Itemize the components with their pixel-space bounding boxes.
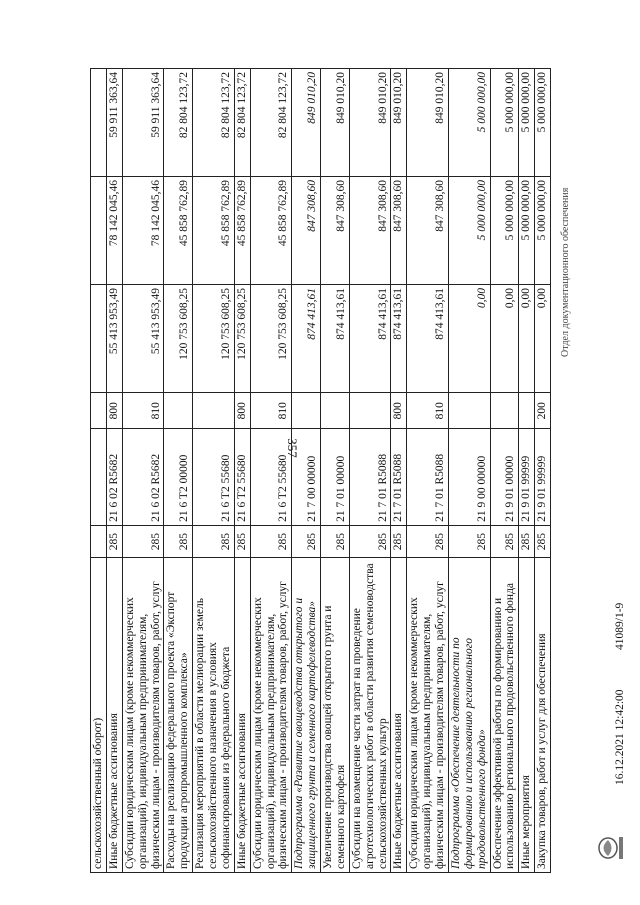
row-amount-1-cell: 55 413 953,49	[122, 285, 164, 393]
row-target-article-cell: 21 6 02 R5682	[106, 429, 122, 525]
row-amount-2-cell: 847 308,60	[292, 177, 321, 285]
row-amount-1-cell: 0,00	[448, 285, 490, 393]
row-name-cell: Субсидии юридическим лицам (кроме некоммерческих организаций), индивидуальным предпринимателям, физическим лицам - производителям товаров, работ, услуг	[407, 558, 449, 873]
row-amount-3-cell: 82 804 123,72	[193, 69, 235, 177]
row-name-cell: Иные мероприятия	[519, 558, 535, 873]
row-target-article-cell: 21 6 T2 00000	[164, 429, 193, 525]
row-amount-2-cell: 847 308,60	[407, 177, 449, 285]
row-amount-1-cell: 874 413,61	[407, 285, 449, 393]
row-target-article-cell: 21 6 T2 55680	[234, 429, 250, 525]
row-target-article-cell: 21 9 01 00000	[490, 429, 519, 525]
row-name-cell: Подпрограмма «Обеспечение деятельности по формированию и использованию регионального продовольственного фонда»	[448, 558, 490, 873]
row-code-cell: 285	[448, 525, 490, 558]
row-amount-3-cell: 849 010,20	[391, 69, 407, 177]
row-code-cell: 285	[490, 525, 519, 558]
row-target-article-cell: 21 7 01 R5088	[391, 429, 407, 525]
row-amount-1-cell: 120 753 608,25	[234, 285, 250, 393]
row-code-cell: 285	[106, 525, 122, 558]
row-amount-1-cell: 874 413,61	[321, 285, 350, 393]
row-amount-1-cell: 120 753 608,25	[193, 285, 235, 393]
row-code-cell: 285	[321, 525, 350, 558]
row-amount-2-cell: 78 142 045,46	[106, 177, 122, 285]
row-expense-type-cell: 800	[106, 392, 122, 428]
row-amount-2-cell: 5 000 000,00	[535, 177, 551, 285]
footer-date: 16.12.2021 12:42:00	[614, 689, 626, 785]
row-amount-1-cell: 0,00	[490, 285, 519, 393]
row-amount-3-cell: 849 010,20	[292, 69, 321, 177]
row-target-article-cell: 21 9 01 99999	[519, 429, 535, 525]
row-amount-3-cell: 82 804 123,72	[250, 69, 292, 177]
row-amount-1-cell: 55 413 953,49	[106, 285, 122, 393]
row-name-cell: Иные бюджетные ассигнования	[234, 558, 250, 873]
row-amount-3-cell: 59 911 363,64	[122, 69, 164, 177]
row-code-cell: 285	[234, 525, 250, 558]
row-amount-1-cell: 120 753 608,25	[164, 285, 193, 393]
row-amount-3-cell: 59 911 363,64	[106, 69, 122, 177]
row-amount-1-cell: 874 413,61	[349, 285, 391, 393]
row-name-cell: сельскохозяйственный оборот)	[91, 558, 107, 873]
row-code-cell: 285	[250, 525, 292, 558]
row-code-cell: 285	[193, 525, 235, 558]
row-code-cell: 285	[535, 525, 551, 558]
row-target-article-cell: 21 7 00 00000	[292, 429, 321, 525]
row-name-cell: Иные бюджетные ассигнования	[391, 558, 407, 873]
row-name-cell: Субсидии на возмещение части затрат на проведение агротехнологических работ в области развития семеноводства сельскохозяйственных культур	[349, 558, 391, 873]
row-name-cell: Увеличение производства овощей открытого грунта и семенного картофеля	[321, 558, 350, 873]
row-name-cell: Реализация мероприятий в области мелиорации земель сельскохозяйственного назначения в условиях софинансирования из федерального бюджета	[193, 558, 235, 873]
row-amount-2-cell: 45 858 762,89	[164, 177, 193, 285]
row-name-cell: Обеспечение эффективной работы по формированию и использованию регионального продовольственного фонда	[490, 558, 519, 873]
row-amount-3-cell: 849 010,20	[407, 69, 449, 177]
row-amount-1-cell: 874 413,61	[292, 285, 321, 393]
row-amount-2-cell: 78 142 045,46	[122, 177, 164, 285]
row-amount-2-cell: 847 308,60	[321, 177, 350, 285]
row-name-cell: Закупка товаров, работ и услуг для обеспечения	[535, 558, 551, 873]
row-name-cell: Подпрограмма «Развитие овощеводства открытого и защищенного грунта и семенного картофелеводства»	[292, 558, 321, 873]
row-expense-type-cell: 810	[250, 392, 292, 428]
row-target-article-cell: 21 9 00 00000	[448, 429, 490, 525]
row-expense-type-cell: 200	[535, 392, 551, 428]
row-expense-type-cell: 810	[407, 392, 449, 428]
row-amount-3-cell: 5 000 000,00	[490, 69, 519, 177]
row-target-article-cell: 21 7 01 R5088	[349, 429, 391, 525]
row-amount-2-cell: 5 000 000,00	[519, 177, 535, 285]
row-target-article-cell: 21 9 01 99999	[535, 429, 551, 525]
row-amount-3-cell: 82 804 123,72	[164, 69, 193, 177]
page-number: 357	[285, 438, 300, 458]
row-code-cell: 285	[292, 525, 321, 558]
emblem-icon	[595, 831, 625, 865]
row-amount-2-cell: 847 308,60	[349, 177, 391, 285]
row-expense-type-cell: 800	[234, 392, 250, 428]
row-code-cell: 285	[164, 525, 193, 558]
row-amount-3-cell: 5 000 000,00	[519, 69, 535, 177]
row-target-article-cell: 21 6 T2 55680	[250, 429, 292, 525]
row-amount-3-cell: 849 010,20	[349, 69, 391, 177]
row-amount-3-cell: 849 010,20	[321, 69, 350, 177]
row-amount-3-cell: 5 000 000,00	[448, 69, 490, 177]
row-code-cell: 285	[519, 525, 535, 558]
row-amount-2-cell: 5 000 000,00	[448, 177, 490, 285]
row-amount-1-cell: 0,00	[535, 285, 551, 393]
row-amount-2-cell: 45 858 762,89	[193, 177, 235, 285]
row-amount-1-cell: 120 753 608,25	[250, 285, 292, 393]
row-target-article-cell: 21 6 02 R5682	[122, 429, 164, 525]
row-amount-1-cell: 0,00	[519, 285, 535, 393]
row-target-article-cell: 21 7 01 00000	[321, 429, 350, 525]
row-expense-type-cell: 800	[391, 392, 407, 428]
footer-doc-number: 41089/1-9	[614, 602, 626, 650]
row-amount-2-cell: 45 858 762,89	[234, 177, 250, 285]
row-amount-3-cell: 5 000 000,00	[535, 69, 551, 177]
row-target-article-cell: 21 7 01 R5088	[407, 429, 449, 525]
row-name-cell: Субсидии юридическим лицам (кроме некоммерческих организаций), индивидуальным предпринимателям, физическим лицам - производителям товаров, работ, услуг	[250, 558, 292, 873]
row-name-cell: Субсидии юридическим лицам (кроме некоммерческих организаций), индивидуальным предпринимателям, физическим лицам - производителям товаров, работ, услуг	[122, 558, 164, 873]
row-code-cell: 285	[391, 525, 407, 558]
row-code-cell: 285	[349, 525, 391, 558]
row-name-cell: Иные бюджетные ассигнования	[106, 558, 122, 873]
department-stamp: Отдел документационного обеспечения	[560, 187, 571, 357]
row-amount-3-cell: 82 804 123,72	[234, 69, 250, 177]
row-amount-2-cell: 847 308,60	[391, 177, 407, 285]
row-name-cell: Расходы на реализацию федерального проекта «Экспорт продукции агропромышленного комплекса»	[164, 558, 193, 873]
row-amount-2-cell: 5 000 000,00	[490, 177, 519, 285]
row-target-article-cell: 21 6 T2 55680	[193, 429, 235, 525]
row-code-cell: 285	[122, 525, 164, 558]
row-amount-2-cell: 45 858 762,89	[250, 177, 292, 285]
row-expense-type-cell: 810	[122, 392, 164, 428]
row-code-cell: 285	[407, 525, 449, 558]
row-amount-1-cell: 874 413,61	[391, 285, 407, 393]
